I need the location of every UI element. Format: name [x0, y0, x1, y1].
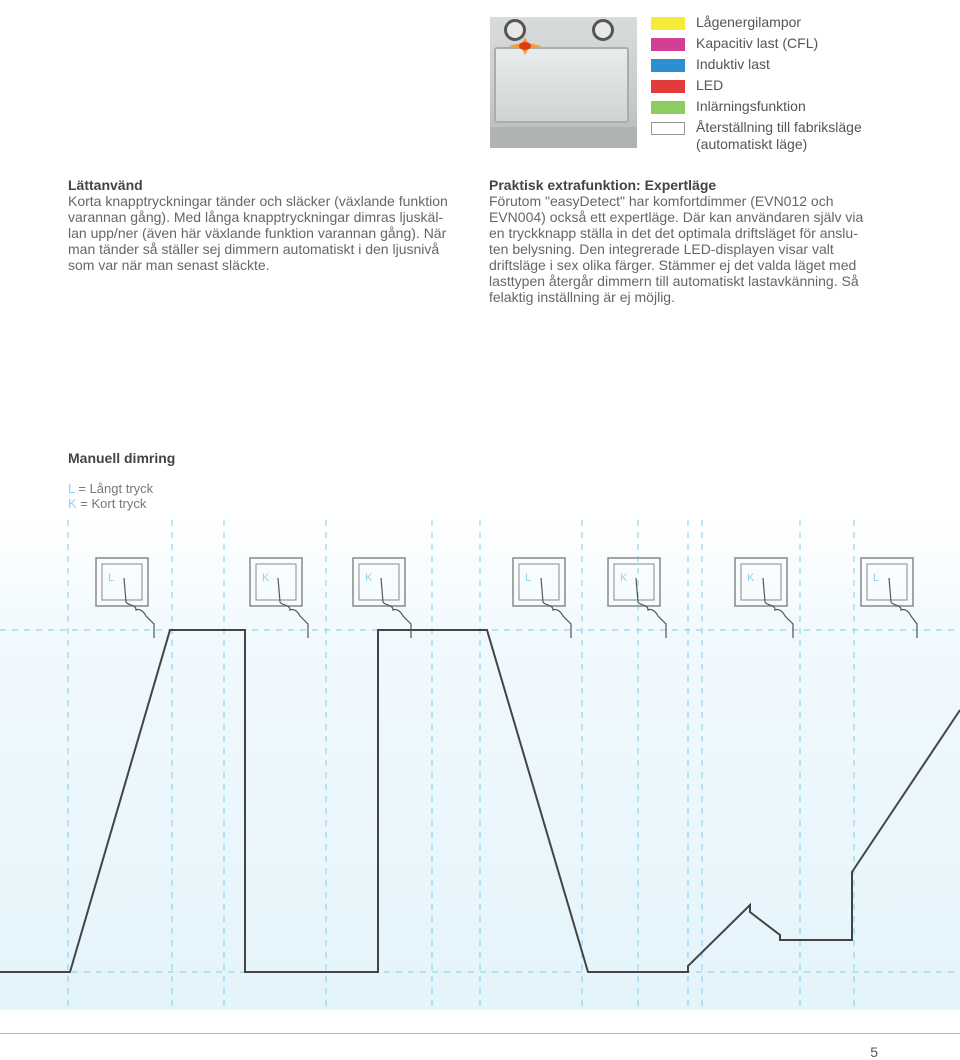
- text-line: EVN004) också ett expertläge. Där kan användaren själv via: [489, 209, 864, 225]
- block-title: Lättanvänd: [68, 177, 143, 193]
- text-line: lan upp/ner (även här växlande funktion varannan gång). När: [68, 225, 447, 241]
- legend-item: [651, 14, 951, 32]
- text-line: lasttypen återgår dimmern till automatiskt lastavkänning. Så: [489, 273, 859, 289]
- dimmer-panel: [494, 47, 629, 123]
- text-line: man tänder så ställer sej dimmern automatiskt i den ljusnivå: [68, 241, 440, 257]
- swatch-red: [651, 80, 685, 93]
- knob-right: [592, 19, 614, 41]
- press-label: K: [747, 572, 755, 584]
- legend-label: Lågenergilampor: [696, 14, 802, 30]
- expert-text: [489, 177, 899, 305]
- key-letter: K: [68, 496, 77, 511]
- swatch-white: [651, 122, 685, 135]
- legend-item: [651, 98, 951, 116]
- press-label: K: [365, 572, 373, 584]
- legend-label: Återställning till fabriksläge: [696, 119, 862, 135]
- press-label: K: [262, 572, 270, 584]
- legend-label: Inlärningsfunktion: [696, 98, 806, 114]
- block-title: Praktisk extrafunktion: Expertläge: [489, 177, 717, 193]
- text-line: Korta knapptryckningar tänder och släcker (växlande funktion: [68, 193, 448, 209]
- legend-item: [651, 136, 951, 154]
- text-line: som var när man senast släckte.: [68, 257, 270, 273]
- footer-divider: [0, 1033, 960, 1034]
- text-line: en tryckknapp ställa in det det optimala driftsläget för anslu-: [489, 225, 858, 241]
- intro-text: [68, 177, 478, 273]
- swatch-blue: [651, 59, 685, 72]
- dimmer-photo: [490, 17, 637, 148]
- key-text: = Långt tryck: [74, 481, 154, 496]
- key-short: [68, 496, 146, 511]
- legend-label: (automatiskt läge): [696, 136, 808, 152]
- swatch-magenta: [651, 38, 685, 51]
- dimmer-base: [490, 127, 637, 148]
- legend-item: [651, 56, 951, 74]
- page-number: 5: [870, 1044, 878, 1060]
- dimming-diagram: [0, 520, 960, 1010]
- key-letter: L: [68, 481, 75, 496]
- text-line: Förutom "easyDetect" har komfortdimmer (EVN012 och: [489, 193, 834, 209]
- legend-label: Induktiv last: [696, 56, 770, 72]
- text-line: felaktig inställning är ej möjlig.: [489, 289, 675, 305]
- diagram-title: Manuell dimring: [68, 450, 176, 466]
- press-label: K: [620, 572, 628, 584]
- text-line: ten belysning. Den integrerade LED-displayen visar valt: [489, 241, 834, 257]
- text-line: driftsläge i sex olika färger. Stämmer ej det valda läget med: [489, 257, 857, 273]
- swatch-yellow: [651, 17, 685, 30]
- key-long: [68, 481, 153, 496]
- legend-label: LED: [696, 77, 724, 93]
- text-line: varannan gång). Med långa knapptryckningar dimras ljuskäl-: [68, 209, 444, 225]
- press-label: L: [108, 572, 115, 584]
- led-indicator-icon: [508, 37, 542, 55]
- legend-label: Kapacitiv last (CFL): [696, 35, 819, 51]
- legend-item: [651, 77, 951, 95]
- key-text: = Kort tryck: [76, 496, 147, 511]
- legend-item: [651, 35, 951, 53]
- press-label: L: [873, 572, 880, 584]
- press-label: L: [525, 572, 532, 584]
- swatch-green: [651, 101, 685, 114]
- legend-item: [651, 119, 951, 137]
